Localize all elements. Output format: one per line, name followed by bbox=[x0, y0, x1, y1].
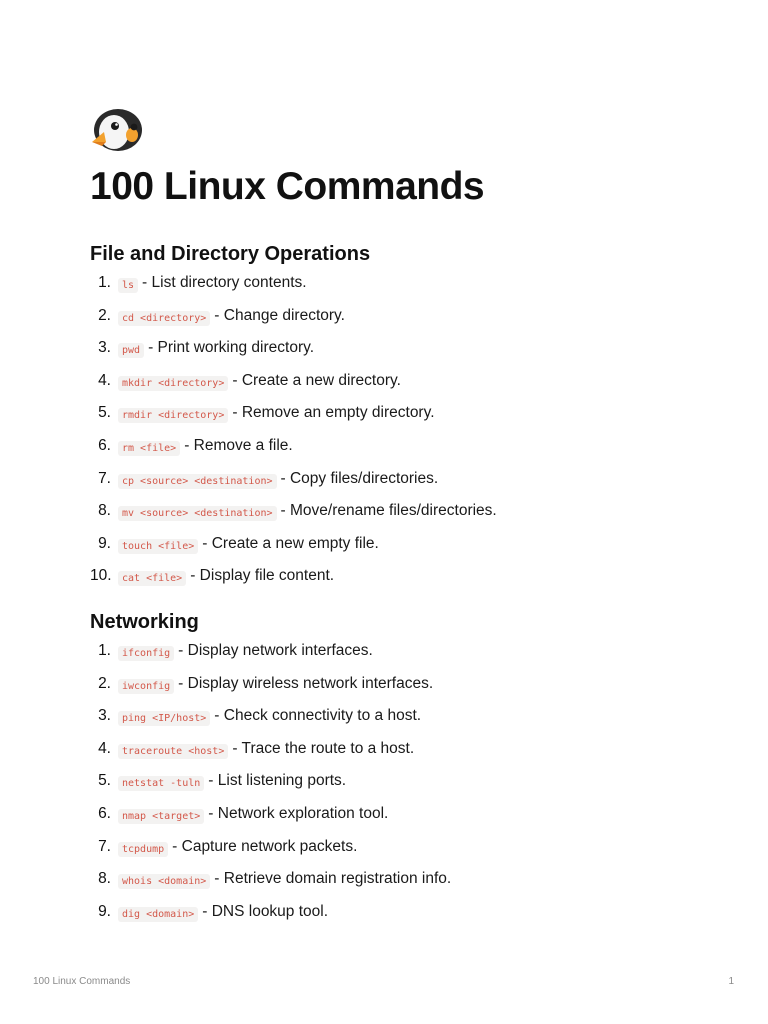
section-file-directory-operations bbox=[90, 241, 710, 600]
item-number: 4. bbox=[98, 371, 111, 389]
section-networking bbox=[90, 609, 710, 935]
item-number: 6. bbox=[98, 436, 111, 454]
command-description: - Copy files/directories. bbox=[280, 469, 439, 487]
command-code: cp <source> <destination> bbox=[118, 474, 277, 489]
list-item bbox=[90, 772, 710, 805]
page-title: 100 Linux Commands bbox=[90, 165, 485, 208]
command-description: - DNS lookup tool. bbox=[202, 902, 329, 920]
item-number: 9. bbox=[98, 534, 111, 552]
list-item bbox=[90, 502, 710, 535]
item-number: 3. bbox=[98, 339, 111, 357]
list-item bbox=[90, 740, 710, 773]
command-description: - Change directory. bbox=[214, 306, 345, 324]
list-item bbox=[90, 707, 710, 740]
list-item bbox=[90, 339, 710, 372]
command-list bbox=[90, 642, 710, 935]
list-item bbox=[90, 903, 710, 936]
item-number: 7. bbox=[98, 469, 111, 487]
command-code: nmap <target> bbox=[118, 809, 204, 824]
command-code: ifconfig bbox=[118, 646, 174, 661]
command-code: ping <IP/host> bbox=[118, 711, 210, 726]
item-number: 5. bbox=[98, 404, 111, 422]
list-item bbox=[90, 372, 710, 405]
item-number: 8. bbox=[98, 870, 111, 888]
item-number: 10. bbox=[90, 567, 112, 585]
command-description: - Display network interfaces. bbox=[178, 642, 373, 659]
command-description: - Remove an empty directory. bbox=[232, 404, 435, 422]
command-code: whois <domain> bbox=[118, 874, 210, 889]
command-description: - Retrieve domain registration info. bbox=[214, 870, 452, 888]
list-item bbox=[90, 838, 710, 871]
command-code: traceroute <host> bbox=[118, 744, 228, 759]
item-number: 3. bbox=[98, 707, 111, 725]
item-number: 6. bbox=[98, 804, 111, 822]
list-item bbox=[90, 870, 710, 903]
section-heading: Networking bbox=[90, 611, 199, 633]
command-code: dig <domain> bbox=[118, 907, 198, 922]
command-code: touch <file> bbox=[118, 539, 198, 554]
command-code: iwconfig bbox=[118, 679, 174, 694]
command-description: - Display file content. bbox=[190, 567, 335, 585]
list-item bbox=[90, 642, 710, 675]
command-description: - Print working directory. bbox=[148, 339, 315, 357]
command-description: - List listening ports. bbox=[208, 772, 347, 790]
command-description: - Check connectivity to a host. bbox=[214, 707, 422, 725]
command-code: netstat -tuln bbox=[118, 776, 204, 791]
command-description: - Remove a file. bbox=[184, 436, 293, 454]
list-item bbox=[90, 535, 710, 568]
item-number: 2. bbox=[98, 306, 111, 324]
command-description: - Move/rename files/directories. bbox=[280, 502, 497, 520]
command-description: - Capture network packets. bbox=[172, 837, 358, 855]
footer-document-title: 100 Linux Commands bbox=[33, 976, 131, 987]
item-number: 1. bbox=[98, 642, 111, 659]
command-code: tcpdump bbox=[118, 842, 168, 857]
list-item bbox=[90, 470, 710, 503]
command-description: - List directory contents. bbox=[142, 274, 307, 291]
list-item bbox=[90, 805, 710, 838]
command-code: mv <source> <destination> bbox=[118, 506, 277, 521]
section-heading: File and Directory Operations bbox=[90, 243, 371, 265]
item-number: 7. bbox=[98, 837, 111, 855]
command-code: mkdir <directory> bbox=[118, 376, 228, 391]
command-code: ls bbox=[118, 278, 138, 293]
item-number: 2. bbox=[98, 674, 111, 692]
item-number: 9. bbox=[98, 902, 111, 920]
command-description: - Create a new empty file. bbox=[202, 534, 379, 552]
item-number: 1. bbox=[98, 274, 111, 291]
list-item bbox=[90, 274, 710, 307]
command-code: pwd bbox=[118, 343, 144, 358]
command-description: - Network exploration tool. bbox=[208, 804, 389, 822]
item-number: 4. bbox=[98, 739, 111, 757]
command-code: cd <directory> bbox=[118, 311, 210, 326]
footer-page-number: 1 bbox=[728, 976, 734, 987]
command-list bbox=[90, 274, 710, 600]
command-description: - Trace the route to a host. bbox=[232, 739, 415, 757]
list-item bbox=[90, 675, 710, 708]
command-code: cat <file> bbox=[118, 571, 186, 586]
penguin-icon bbox=[90, 106, 144, 154]
list-item bbox=[90, 437, 710, 470]
command-description: - Display wireless network interfaces. bbox=[178, 674, 434, 692]
item-number: 5. bbox=[98, 772, 111, 790]
command-code: rm <file> bbox=[118, 441, 180, 456]
list-item bbox=[90, 307, 710, 340]
command-description: - Create a new directory. bbox=[232, 371, 401, 389]
list-item bbox=[90, 567, 710, 600]
item-number: 8. bbox=[98, 502, 111, 520]
command-code: rmdir <directory> bbox=[118, 408, 228, 423]
list-item bbox=[90, 404, 710, 437]
